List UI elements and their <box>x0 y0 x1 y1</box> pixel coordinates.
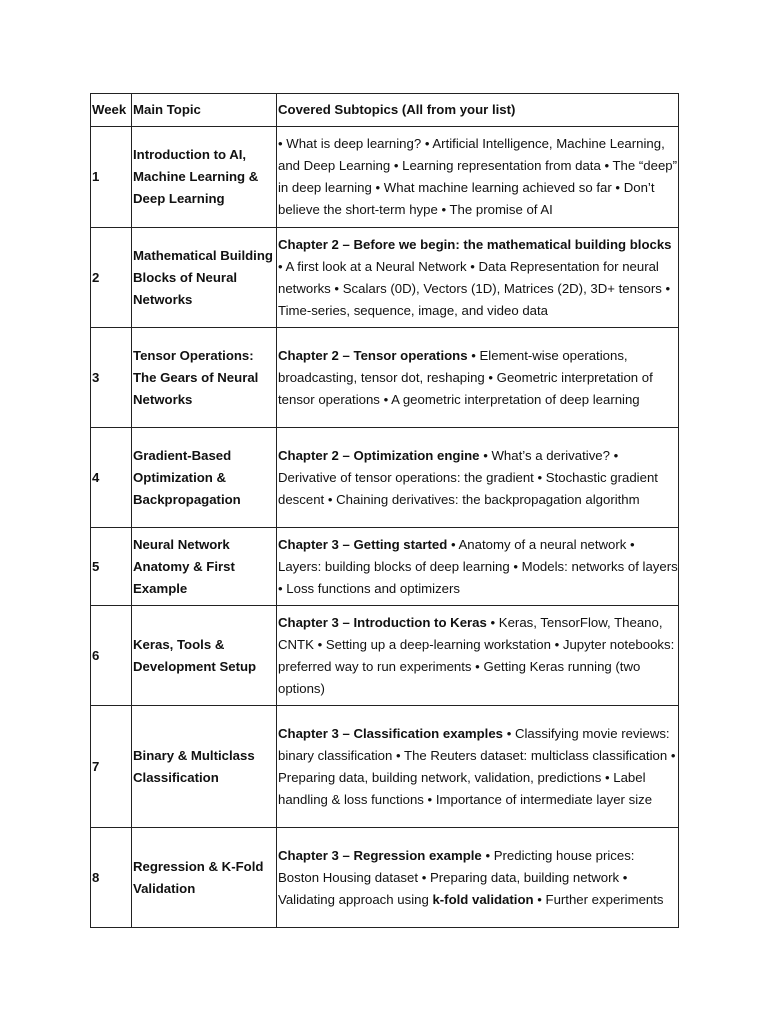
subtopics-cell <box>277 706 679 828</box>
week-number: 6 <box>91 606 132 706</box>
subtopics-text: • What’s a derivative? • Derivative of tensor operations: the gradient • Stochastic gradient descent • Chaining derivatives: the backpropagation algorithm <box>278 447 658 507</box>
table-row <box>91 828 679 928</box>
table-row <box>91 528 679 606</box>
main-topic: Regression & K-Fold Validation <box>132 828 277 928</box>
subtopics-text: • Predicting house prices: Boston Housing dataset • Preparing data, building network • Validating approach using <box>278 847 635 907</box>
subtopics-text: • Anatomy of a neural network • Layers: building blocks of deep learning • Models: networks of layers • Loss functions and optimizers <box>278 536 678 596</box>
subtopics-text: • Classifying movie reviews: binary classification • The Reuters dataset: multiclass classification • Preparing data, building network, validation, predictions • Label handling & loss functions • Importance of intermediate layer size <box>278 725 676 807</box>
main-topic: Gradient-Based Optimization & Backpropagation <box>132 428 277 528</box>
week-number: 5 <box>91 528 132 606</box>
header-covered-subtopics: Covered Subtopics (All from your list) <box>277 94 679 127</box>
subtopics-cell <box>277 228 679 328</box>
header-main-topic: Main Topic <box>132 94 277 127</box>
subtopics-text-end: • Further experiments <box>533 891 664 907</box>
subtopics-cell <box>277 328 679 428</box>
subtopics-cell <box>277 828 679 928</box>
subtopics-text: • Element-wise operations, broadcasting, tensor dot, reshaping • Geometric interpretation of tensor operations • A geometric interpretation of deep learning <box>278 347 653 407</box>
main-topic: Tensor Operations: The Gears of Neural Networks <box>132 328 277 428</box>
table-row <box>91 328 679 428</box>
subtopics-emphasis: k-fold validation <box>432 891 534 907</box>
chapter-title: Chapter 2 – Tensor operations <box>278 347 468 363</box>
subtopics-text: • A first look at a Neural Network • Data Representation for neural networks • Scalars (0D), Vectors (1D), Matrices (2D), 3D+ tensors • Time-series, sequence, image, and video data <box>278 258 671 318</box>
subtopics-cell <box>277 428 679 528</box>
week-number: 7 <box>91 706 132 828</box>
chapter-title: Chapter 2 – Before we begin: the mathematical building blocks <box>278 236 672 252</box>
main-topic: Keras, Tools & Development Setup <box>132 606 277 706</box>
week-number: 2 <box>91 228 132 328</box>
chapter-title: Chapter 3 – Getting started <box>278 536 448 552</box>
chapter-title: Chapter 3 – Classification examples <box>278 725 504 741</box>
week-number: 8 <box>91 828 132 928</box>
week-number: 3 <box>91 328 132 428</box>
week-number: 4 <box>91 428 132 528</box>
syllabus-table <box>90 93 679 928</box>
subtopics-text: • What is deep learning? • Artificial Intelligence, Machine Learning, and Deep Learning • Learning representation from data • The “deep” in deep learning • What machine learning achieved so far • Don’t believe the short-term hype • The promise of AI <box>278 136 678 217</box>
chapter-title: Chapter 2 – Optimization engine <box>278 447 480 463</box>
chapter-title: Chapter 3 – Regression example <box>278 847 482 863</box>
main-topic: Introduction to AI, Machine Learning & Deep Learning <box>132 127 277 228</box>
subtopics-text: • Keras, TensorFlow, Theano, CNTK • Setting up a deep-learning workstation • Jupyter notebooks: preferred way to run experiments • Getting Keras running (two options) <box>278 614 675 696</box>
header-week: Week <box>91 94 132 127</box>
table-row <box>91 706 679 828</box>
table-row <box>91 127 679 228</box>
subtopics-cell <box>277 528 679 606</box>
table-row <box>91 428 679 528</box>
week-number: 1 <box>91 127 132 228</box>
subtopics-cell <box>277 127 679 228</box>
table-row <box>91 606 679 706</box>
chapter-title: Chapter 3 – Introduction to Keras <box>278 614 487 630</box>
main-topic: Binary & Multiclass Classification <box>132 706 277 828</box>
table-row <box>91 228 679 328</box>
header-row <box>91 94 679 127</box>
main-topic: Neural Network Anatomy & First Example <box>132 528 277 606</box>
subtopics-cell <box>277 606 679 706</box>
main-topic: Mathematical Building Blocks of Neural Networks <box>132 228 277 328</box>
